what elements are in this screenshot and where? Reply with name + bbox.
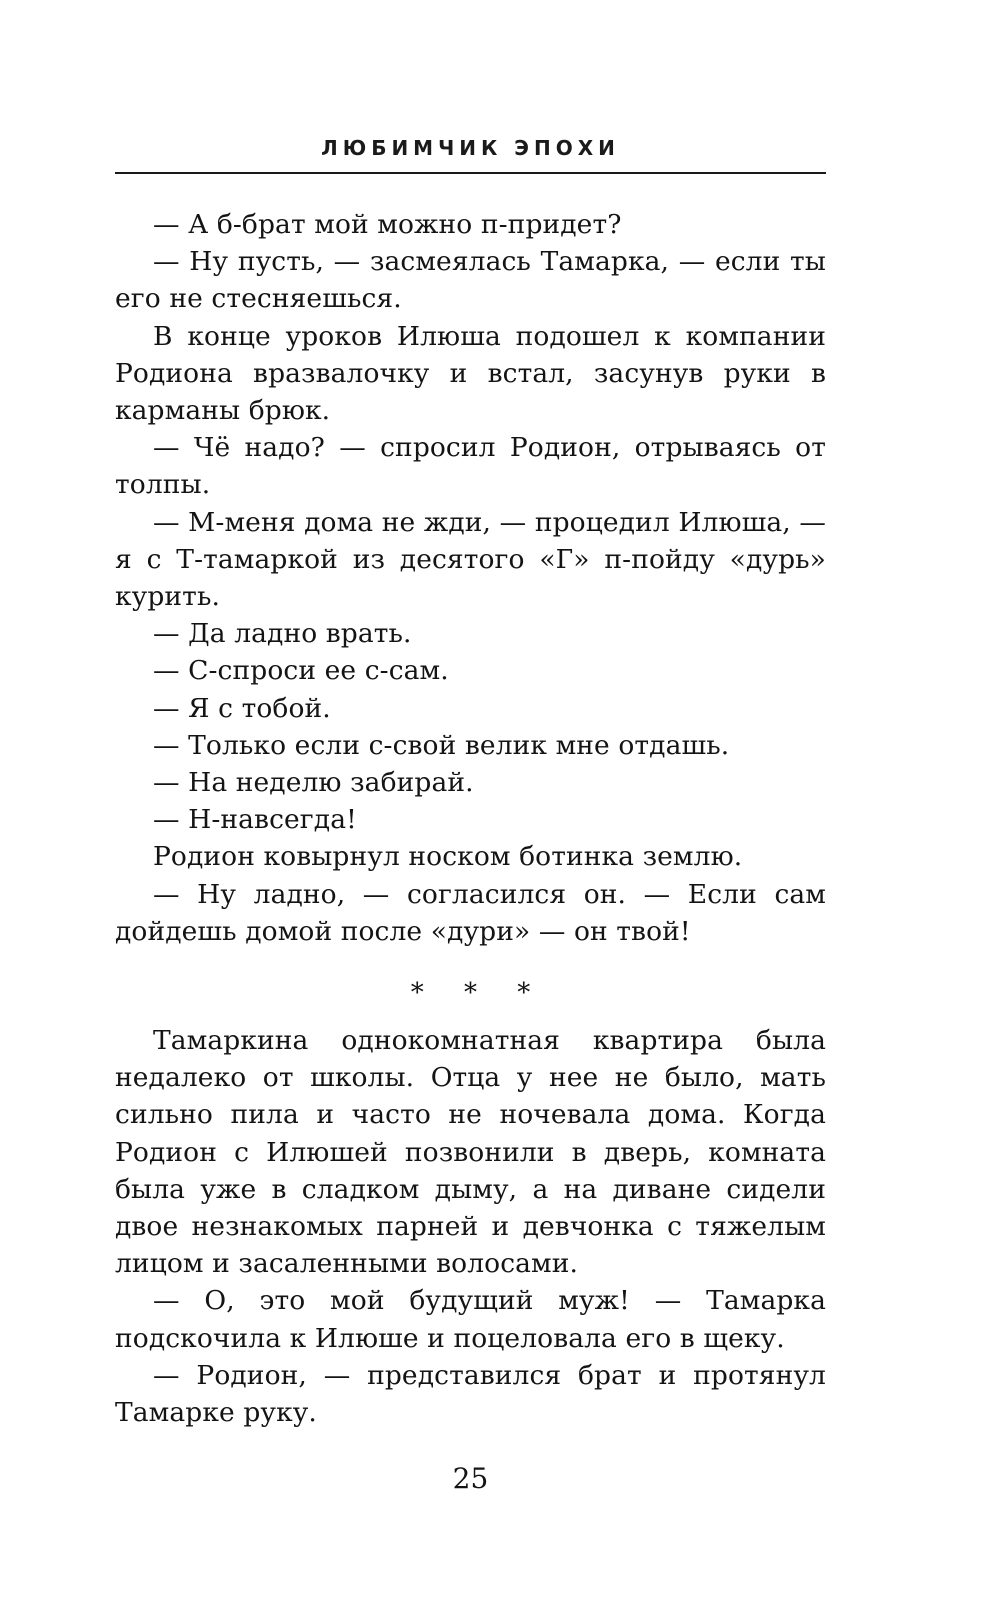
paragraph: — Да ладно врать. <box>153 618 412 650</box>
paragraph: — Н-навсегда! <box>153 804 357 836</box>
paragraph: Тамаркина однокомнатная квартира была недалеко от школы. Отца у нее не было, мать сильно пила и часто не ночевала дома. Когда Родион с Илюшей позвонили в дверь, комната была уже в сладком дыму, а на диване сидели двое незнакомых парней и девчонка с тяжелым лицом и засаленными волосами. <box>115 1025 826 1280</box>
paragraph: — О, это мой будущий муж! — Тамарка подскочила к Илюше и поцеловала его в щеку. <box>115 1285 826 1354</box>
paragraph: — Ну ладно, — согласился он. — Если сам дойдешь домой после «дури» — он твой! <box>115 878 826 947</box>
header-rule <box>115 172 826 174</box>
paragraph: Родион ковырнул носком ботинка землю. <box>153 841 743 873</box>
paragraph: — Я с тобой. <box>153 692 331 724</box>
paragraph: — А б-брат мой можно п-придет? <box>153 209 622 240</box>
paragraph: — Только если с-свой велик мне отдашь. <box>153 729 730 761</box>
paragraph: — Ну пусть, — засмеялась Тамарка, — если ты его не стесняешься. <box>115 246 826 315</box>
paragraph: В конце уроков Илюша подошел к компании Родиона вразвалочку и встал, засунув руки в карманы брюк. <box>115 320 826 427</box>
page-number: 25 <box>452 1462 489 1495</box>
paragraph: — Чё надо? — спросил Родион, отрываясь от толпы. <box>115 432 826 501</box>
running-title: ЛЮБИМЧИК ЭПОХИ <box>321 136 620 160</box>
paragraph: — На неделю забирай. <box>153 767 474 799</box>
text-section-1 <box>115 206 826 950</box>
text-section-2 <box>115 1022 826 1431</box>
section-separator: * * * <box>410 978 547 1008</box>
paragraph: — М-меня дома не жди, — процедил Илюша, — я с Т-тамаркой из десятого «Г» п-пойду «дурь» курить. <box>115 506 826 613</box>
paragraph: — Родион, — представился брат и протянул Тамарке руку. <box>115 1359 826 1429</box>
paragraph: — С-спроси ее с-сам. <box>153 655 449 687</box>
